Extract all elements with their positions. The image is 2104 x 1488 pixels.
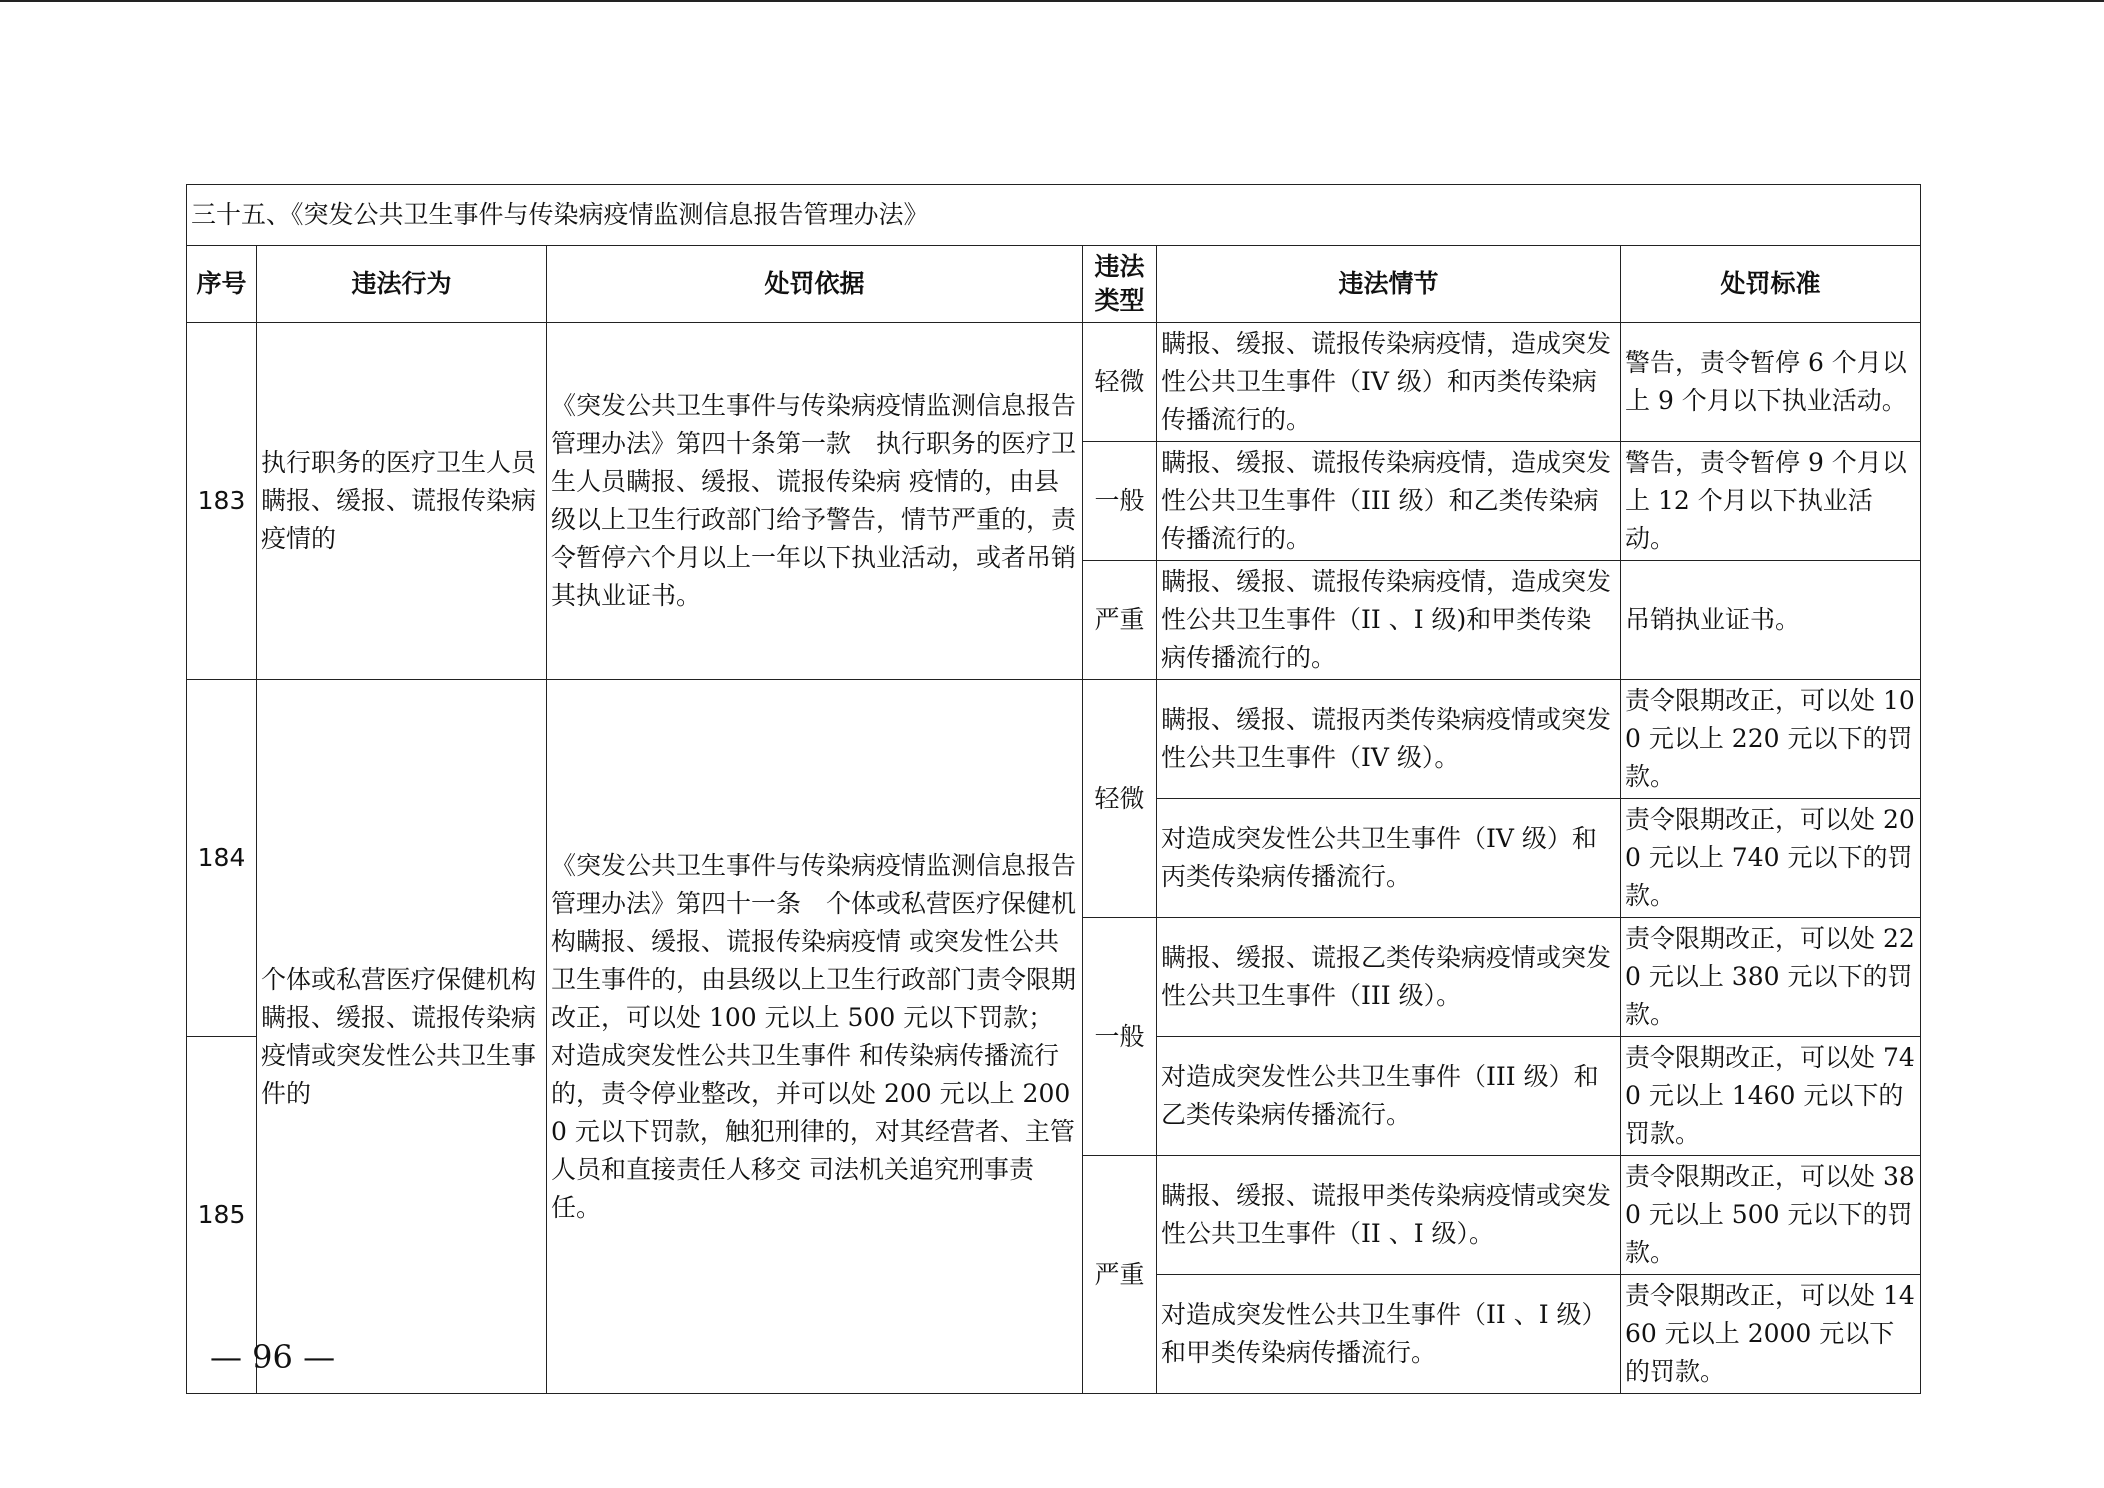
violation-type: 严重 [1083,1156,1157,1394]
page-number: — 96 — [210,1338,336,1376]
violation-detail: 瞒报、缓报、谎报乙类传染病疫情或突发性公共卫生事件（III 级）。 [1157,918,1621,1037]
penalty-standard: 责令限期改正，可以处 1460 元以上 2000 元以下的罚款。 [1621,1275,1921,1394]
row-number: 183 [187,323,257,680]
penalty-standard: 责令限期改正，可以处 200 元以上 740 元以下的罚款。 [1621,799,1921,918]
header-behavior: 违法行为 [257,246,547,323]
violation-detail: 瞒报、缓报、谎报丙类传染病疫情或突发性公共卫生事件（IV 级）。 [1157,680,1621,799]
penalty-standard: 警告，责令暂停 6 个月以上 9 个月以下执业活动。 [1621,323,1921,442]
violation-type: 严重 [1083,561,1157,680]
violation-detail: 对造成突发性公共卫生事件（IV 级）和丙类传染病传播流行。 [1157,799,1621,918]
table-row [187,680,1921,799]
violation-detail: 瞒报、缓报、谎报甲类传染病疫情或突发性公共卫生事件（II 、I 级）。 [1157,1156,1621,1275]
section-title: 三十五、《突发公共卫生事件与传染病疫情监测信息报告管理办法》 [187,185,1921,246]
top-border-line [0,0,2104,2]
violation-detail: 对造成突发性公共卫生事件（III 级）和乙类传染病传播流行。 [1157,1037,1621,1156]
header-detail: 违法情节 [1157,246,1621,323]
penalty-standard: 责令限期改正，可以处 380 元以上 500 元以下的罚款。 [1621,1156,1921,1275]
violation-behavior: 执行职务的医疗卫生人员瞒报、缓报、谎报传染病疫情的 [257,323,547,680]
header-penalty: 处罚标准 [1621,246,1921,323]
header-row [187,246,1921,323]
violation-type: 轻微 [1083,323,1157,442]
row-number: 185 [187,1037,257,1394]
violation-detail: 对造成突发性公共卫生事件（II 、I 级）和甲类传染病传播流行。 [1157,1275,1621,1394]
header-number: 序号 [187,246,257,323]
table-row [187,323,1921,442]
violation-type: 一般 [1083,442,1157,561]
penalty-table [186,184,1921,1394]
penalty-standard: 责令限期改正，可以处 740 元以上 1460 元以下的罚款。 [1621,1037,1921,1156]
violation-behavior: 个体或私营医疗保健机构瞒报、缓报、谎报传染病疫情或突发性公共卫生事件的 [257,680,547,1394]
violation-type: 一般 [1083,918,1157,1156]
penalty-standard: 责令限期改正，可以处 100 元以上 220 元以下的罚款。 [1621,680,1921,799]
penalty-standard: 警告，责令暂停 9 个月以上 12 个月以下执业活动。 [1621,442,1921,561]
violation-detail: 瞒报、缓报、谎报传染病疫情，造成突发性公共卫生事件（II 、I 级)和甲类传染病传播流行的。 [1157,561,1621,680]
header-basis: 处罚依据 [547,246,1083,323]
title-row [187,185,1921,246]
violation-detail: 瞒报、缓报、谎报传染病疫情，造成突发性公共卫生事件（III 级）和乙类传染病传播流行的。 [1157,442,1621,561]
penalty-standard: 责令限期改正，可以处 220 元以上 380 元以下的罚款。 [1621,918,1921,1037]
header-type: 违法类型 [1083,246,1157,323]
penalty-basis: 《突发公共卫生事件与传染病疫情监测信息报告管理办法》第四十一条 个体或私营医疗保健机构瞒报、缓报、谎报传染病疫情 或突发性公共卫生事件的，由县级以上卫生行政部门责令限期改正，可以处 100 元以上 500 元以下罚款；对造成突发性公共卫生事件 和传染病传播流行的，责令停业整改，并可以处 200 元以上 2000 元以下罚款，触犯刑律的，对其经营者、主管人员和直接责任人移交 司法机关追究刑事责任。 [547,680,1083,1394]
violation-type: 轻微 [1083,680,1157,918]
violation-detail: 瞒报、缓报、谎报传染病疫情，造成突发性公共卫生事件（IV 级）和丙类传染病传播流行的。 [1157,323,1621,442]
penalty-basis: 《突发公共卫生事件与传染病疫情监测信息报告管理办法》第四十条第一款 执行职务的医疗卫生人员瞒报、缓报、谎报传染病 疫情的，由县级以上卫生行政部门给予警告，情节严重的，责令暂停六个月以上一年以下执业活动，或者吊销其执业证书。 [547,323,1083,680]
row-number: 184 [187,680,257,1037]
penalty-standard: 吊销执业证书。 [1621,561,1921,680]
